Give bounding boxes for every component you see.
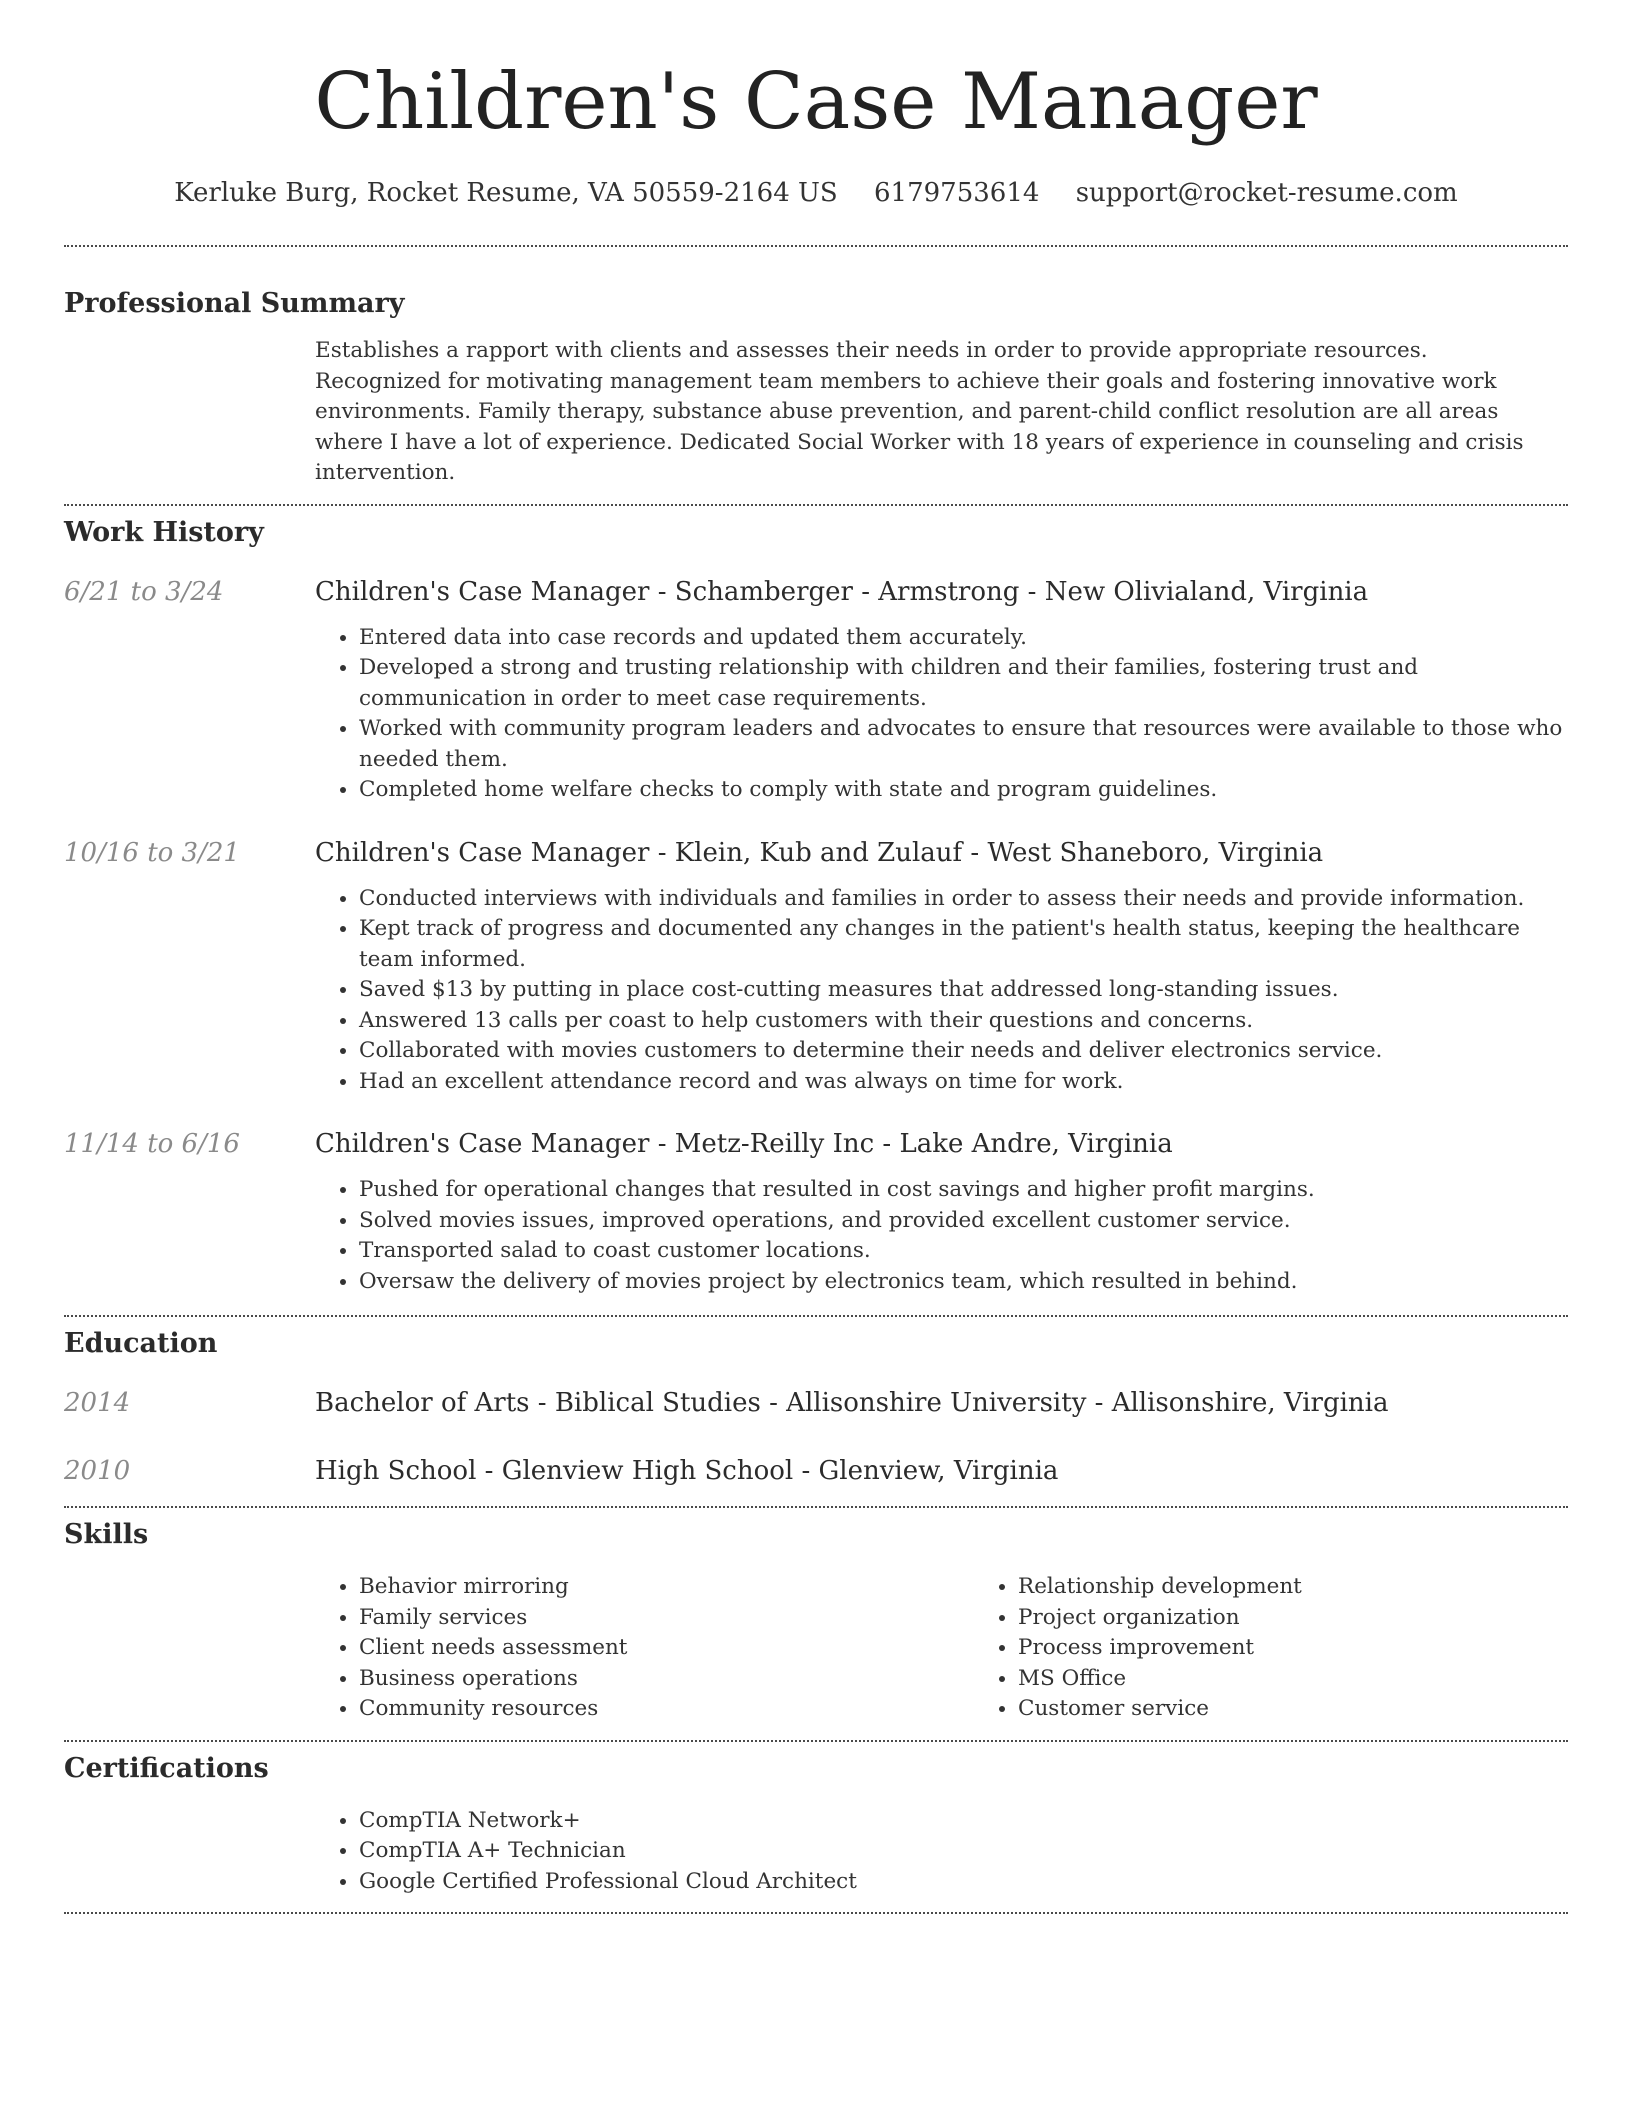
- contact-phone: 6179753614: [874, 178, 1040, 208]
- job-bullet: • Oversaw the delivery of movies project by electronics team, which resulted in behind.: [359, 1267, 1568, 1298]
- job-dates: 11/14 to 6/16: [64, 1129, 240, 1159]
- skill-item: • Business operations: [359, 1664, 974, 1695]
- job-title: Children's Case Manager - Schamberger - Armstrong - New Olivialand, Virginia: [315, 576, 1369, 607]
- resume-page: [64, 0, 1568, 1914]
- certification-item: • Google Certified Professional Cloud Architect: [359, 1867, 1568, 1898]
- candidate-name: Children's Case Manager: [314, 57, 1318, 147]
- summary-section: [64, 247, 1568, 489]
- summary-text: Establishes a rapport with clients and assesses their needs in order to provide appropriate resources. Recognized for motivating management team members to achieve their goals and fostering innovative work environments. Family therapy, substance abuse prevention, and parent-child conflict resolution are all areas where I have a lot of experience. Dedicated Social Worker with 18 years of experience in counseling and crisis intervention.: [315, 338, 1524, 485]
- job-bullet: • Conducted interviews with individuals and families in order to assess their needs and provide information.: [359, 884, 1568, 915]
- education-year: 2014: [64, 1388, 131, 1418]
- certifications-list: [315, 1806, 1568, 1898]
- skill-item: • Customer service: [1018, 1694, 1632, 1725]
- job-bullet: • Kept track of progress and documented any changes in the patient's health status, keeping the healthcare team informed.: [359, 914, 1568, 975]
- job-entry: [64, 575, 1568, 806]
- job-bullet: • Worked with community program leaders and advocates to ensure that resources were available to those who needed them.: [359, 714, 1568, 775]
- job-bullet: • Entered data into case records and updated them accurately.: [359, 623, 1568, 654]
- certifications-section: [64, 1742, 1568, 1898]
- education-section: [64, 1317, 1568, 1488]
- section-divider: [64, 1912, 1568, 1914]
- certification-item: • CompTIA Network+: [359, 1806, 1568, 1837]
- skill-item: • Client needs assessment: [359, 1633, 974, 1664]
- section-title-skills: Skills: [64, 1519, 149, 1550]
- job-entry: [64, 1127, 1568, 1297]
- job-bullet: • Developed a strong and trusting relationship with children and their families, fostering trust and communication in order to meet case requirements.: [359, 653, 1568, 714]
- job-bullet: • Collaborated with movies customers to determine their needs and deliver electronics service.: [359, 1036, 1568, 1067]
- contact-line: [64, 176, 1568, 210]
- education-degree: High School - Glenview High School - Glenview, Virginia: [315, 1456, 1059, 1486]
- job-bullet: • Solved movies issues, improved operations, and provided excellent customer service.: [359, 1206, 1568, 1237]
- skill-item: • Process improvement: [1018, 1633, 1632, 1664]
- skill-item: • Project organization: [1018, 1603, 1632, 1634]
- job-title: Children's Case Manager - Metz-Reilly Inc - Lake Andre, Virginia: [315, 1129, 1173, 1159]
- job-entry: [64, 836, 1568, 1098]
- section-title-education: Education: [64, 1328, 218, 1359]
- job-bullet: • Saved $13 by putting in place cost-cutting measures that addressed long-standing issues.: [359, 975, 1568, 1006]
- education-year: 2010: [64, 1456, 131, 1486]
- skill-item: • Family services: [359, 1603, 974, 1634]
- resume-header: [64, 0, 1568, 210]
- job-bullet: • Pushed for operational changes that resulted in cost savings and higher profit margins.: [359, 1175, 1568, 1206]
- contact-email: support@rocket-resume.com: [1075, 178, 1458, 208]
- contact-address: Kerluke Burg, Rocket Resume, VA 50559-2164 US: [174, 178, 838, 208]
- section-title-certifications: Certifications: [64, 1752, 269, 1784]
- job-bullets: [315, 884, 1568, 1098]
- skills-list-right: [974, 1572, 1632, 1725]
- skills-list-left: [315, 1572, 974, 1725]
- skills-section: [64, 1508, 1568, 1725]
- job-dates: 6/21 to 3/24: [64, 576, 224, 607]
- job-bullet: • Answered 13 calls per coast to help customers with their questions and concerns.: [359, 1006, 1568, 1037]
- job-bullets: [315, 1175, 1568, 1297]
- skill-item: • Community resources: [359, 1694, 974, 1725]
- skill-item: • MS Office: [1018, 1664, 1632, 1695]
- job-bullet: • Transported salad to coast customer locations.: [359, 1236, 1568, 1267]
- section-title-work-history: Work History: [64, 516, 264, 548]
- job-dates: 10/16 to 3/21: [64, 837, 240, 868]
- job-bullet: • Completed home welfare checks to comply with state and program guidelines.: [359, 775, 1568, 806]
- skill-item: • Relationship development: [1018, 1572, 1632, 1603]
- education-entry: [64, 1386, 1568, 1420]
- job-title: Children's Case Manager - Klein, Kub and Zulauf - West Shaneboro, Virginia: [315, 837, 1324, 868]
- education-entry: [64, 1454, 1568, 1488]
- certification-item: • CompTIA A+ Technician: [359, 1836, 1568, 1867]
- skill-item: • Behavior mirroring: [359, 1572, 974, 1603]
- section-title-summary: Professional Summary: [64, 288, 405, 319]
- education-degree: Bachelor of Arts - Biblical Studies - Allisonshire University - Allisonshire, Virginia: [315, 1388, 1389, 1418]
- job-bullet: • Had an excellent attendance record and was always on time for work.: [359, 1067, 1568, 1098]
- job-bullets: [315, 623, 1568, 806]
- work-history-section: [64, 506, 1568, 1298]
